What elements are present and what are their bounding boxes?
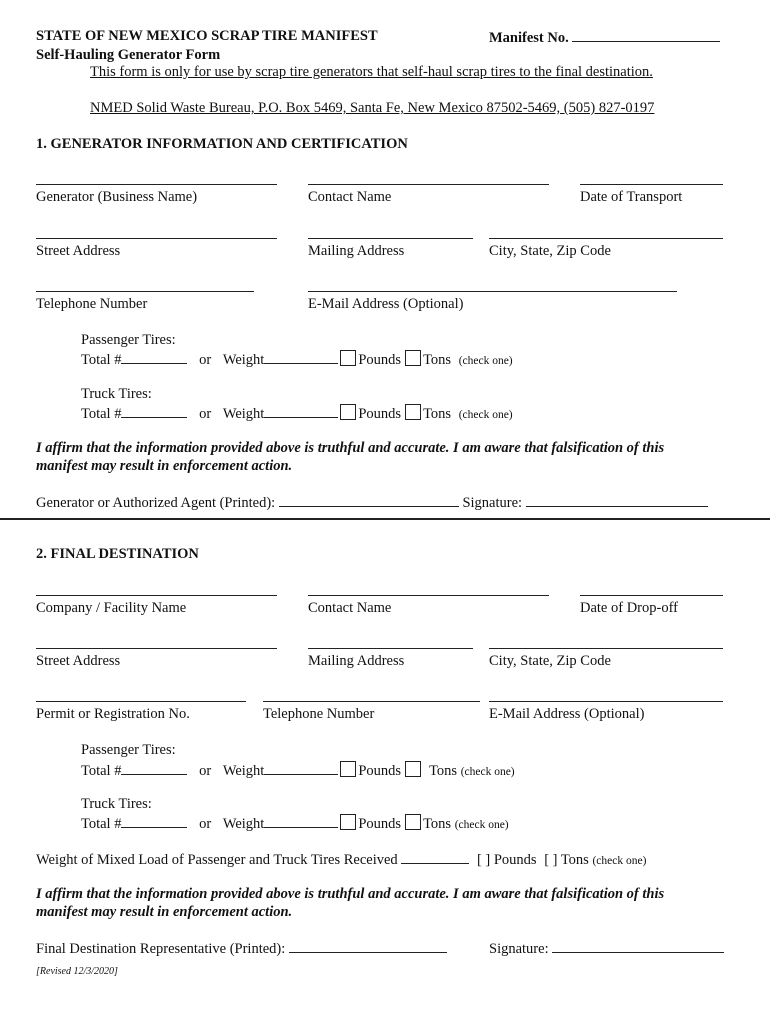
s1-passenger-tons-checkbox[interactable] <box>405 350 421 366</box>
facility-contact-field[interactable] <box>308 595 549 596</box>
s2-passenger-tons-checkbox[interactable] <box>405 761 421 777</box>
total-label: Total # <box>81 816 122 832</box>
s1-truck-tons-checkbox[interactable] <box>405 404 421 420</box>
pounds-label: Pounds <box>358 352 402 368</box>
check-one-note: (check one) <box>458 355 513 367</box>
form-subtitle: Self-Hauling Generator Form <box>36 47 221 63</box>
s2-rep-name-field[interactable] <box>289 939 447 953</box>
mixed-tons-checkbox[interactable]: [ ] Tons <box>544 852 589 868</box>
generator-phone-field[interactable] <box>36 291 254 292</box>
s2-affirm-line1: I affirm that the information provided above is truthful and accurate. I am aware that falsification of this <box>36 886 665 902</box>
weight-label: Weight <box>222 352 265 368</box>
mixed-load-label: Weight of Mixed Load of Passenger and Truck Tires Received <box>36 852 398 868</box>
s2-truck-label: Truck Tires: <box>81 796 152 812</box>
check-one-note: (check one) <box>460 766 515 778</box>
check-one-note: (check one) <box>454 819 509 831</box>
manifest-number-field[interactable] <box>572 28 720 42</box>
s2-passenger-total-field[interactable] <box>121 761 187 775</box>
revision-note: [Revised 12/3/2020] <box>36 966 118 977</box>
s2-passenger-pounds-checkbox[interactable] <box>340 761 356 777</box>
mixed-pounds-checkbox[interactable]: [ ] Pounds <box>476 852 537 868</box>
pounds-label: Pounds <box>358 816 402 832</box>
generator-contact-field[interactable] <box>308 184 549 185</box>
generator-city-field[interactable] <box>489 238 723 239</box>
weight-label: Weight <box>222 406 265 422</box>
s2-passenger-row <box>81 761 515 780</box>
s1-truck-total-field[interactable] <box>121 404 187 418</box>
or-label: or <box>199 406 212 422</box>
mixed-load-weight-field[interactable] <box>401 850 469 864</box>
rep-label: Final Destination Representative (Printed): <box>36 941 286 957</box>
transport-date-label: Date of Transport <box>580 189 683 205</box>
permit-label: Permit or Registration No. <box>36 706 190 722</box>
facility-street-label: Street Address <box>36 653 121 669</box>
facility-city-field[interactable] <box>489 648 723 649</box>
facility-contact-label: Contact Name <box>308 600 392 616</box>
s1-passenger-row <box>81 350 513 369</box>
generator-phone-label: Telephone Number <box>36 296 148 312</box>
total-label: Total # <box>81 406 122 422</box>
transport-date-field[interactable] <box>580 184 723 185</box>
s1-passenger-label: Passenger Tires: <box>81 332 176 348</box>
tons-label: Tons <box>423 816 452 832</box>
s1-signature-field[interactable] <box>526 493 708 507</box>
facility-phone-label: Telephone Number <box>263 706 375 722</box>
facility-name-label: Company / Facility Name <box>36 600 187 616</box>
section1-heading: 1. GENERATOR INFORMATION AND CERTIFICATION <box>36 136 408 152</box>
s2-affirm-line2: manifest may result in enforcement action. <box>36 904 293 920</box>
s2-truck-tons-checkbox[interactable] <box>405 814 421 830</box>
pounds-label: Pounds <box>358 406 402 422</box>
s1-agent-name-field[interactable] <box>279 493 459 507</box>
permit-field[interactable] <box>36 701 246 702</box>
section-divider <box>0 518 770 520</box>
or-label: or <box>199 763 212 779</box>
s2-truck-weight-field[interactable] <box>264 814 338 828</box>
tons-label: Tons <box>423 406 452 422</box>
generator-email-label: E-Mail Address (Optional) <box>308 296 464 312</box>
check-one-note: (check one) <box>592 855 647 867</box>
generator-mailing-field[interactable] <box>308 238 473 239</box>
mixed-load-row <box>36 850 646 869</box>
s1-passenger-weight-field[interactable] <box>264 350 338 364</box>
s1-truck-label: Truck Tires: <box>81 386 152 402</box>
form-title: STATE OF NEW MEXICO SCRAP TIRE MANIFEST <box>36 28 378 44</box>
generator-contact-label: Contact Name <box>308 189 392 205</box>
form-notice: This form is only for use by scrap tire generators that self-haul scrap tires to the final destination. <box>90 64 653 80</box>
facility-email-label: E-Mail Address (Optional) <box>489 706 645 722</box>
manifest-number <box>489 28 720 47</box>
signature-label: Signature: <box>462 495 523 511</box>
or-label: or <box>199 352 212 368</box>
s2-rep-row <box>36 939 447 958</box>
s2-signature-field[interactable] <box>552 939 724 953</box>
s2-signature-row <box>489 939 724 958</box>
agent-label: Generator or Authorized Agent (Printed): <box>36 495 276 511</box>
weight-label: Weight <box>222 816 265 832</box>
facility-city-label: City, State, Zip Code <box>489 653 611 669</box>
s1-affirm-line1: I affirm that the information provided above is truthful and accurate. I am aware that falsification of this <box>36 440 665 456</box>
dropoff-date-field[interactable] <box>580 595 723 596</box>
s1-truck-pounds-checkbox[interactable] <box>340 404 356 420</box>
s2-truck-pounds-checkbox[interactable] <box>340 814 356 830</box>
tons-label: Tons <box>423 352 452 368</box>
s1-truck-row <box>81 404 513 423</box>
total-label: Total # <box>81 763 122 779</box>
facility-mailing-label: Mailing Address <box>308 653 405 669</box>
s2-passenger-weight-field[interactable] <box>264 761 338 775</box>
pounds-label: Pounds <box>358 763 402 779</box>
weight-label: Weight <box>222 763 265 779</box>
section2-heading: 2. FINAL DESTINATION <box>36 546 199 562</box>
generator-name-label: Generator (Business Name) <box>36 189 198 205</box>
facility-email-field[interactable] <box>489 701 723 702</box>
s1-agent-row <box>36 493 708 512</box>
dropoff-date-label: Date of Drop-off <box>580 600 678 616</box>
generator-street-label: Street Address <box>36 243 121 259</box>
s1-passenger-pounds-checkbox[interactable] <box>340 350 356 366</box>
generator-email-field[interactable] <box>308 291 677 292</box>
generator-mailing-label: Mailing Address <box>308 243 405 259</box>
or-label: or <box>199 816 212 832</box>
generator-city-label: City, State, Zip Code <box>489 243 611 259</box>
generator-name-field[interactable] <box>36 184 277 185</box>
manifest-label: Manifest No. <box>489 30 569 46</box>
s1-passenger-total-field[interactable] <box>121 350 187 364</box>
facility-phone-field[interactable] <box>263 701 480 702</box>
tons-label: Tons <box>429 763 458 779</box>
check-one-note: (check one) <box>458 409 513 421</box>
agency-address: NMED Solid Waste Bureau, P.O. Box 5469, Santa Fe, New Mexico 87502-5469, (505) 827-0197 <box>90 100 655 116</box>
s2-passenger-label: Passenger Tires: <box>81 742 176 758</box>
s2-truck-row <box>81 814 509 833</box>
generator-street-field[interactable] <box>36 238 277 239</box>
s1-affirm-line2: manifest may result in enforcement action. <box>36 458 293 474</box>
signature-label: Signature: <box>489 941 549 957</box>
total-label: Total # <box>81 352 122 368</box>
facility-street-field[interactable] <box>36 648 277 649</box>
facility-mailing-field[interactable] <box>308 648 473 649</box>
s1-truck-weight-field[interactable] <box>264 404 338 418</box>
s2-truck-total-field[interactable] <box>121 814 187 828</box>
facility-name-field[interactable] <box>36 595 277 596</box>
